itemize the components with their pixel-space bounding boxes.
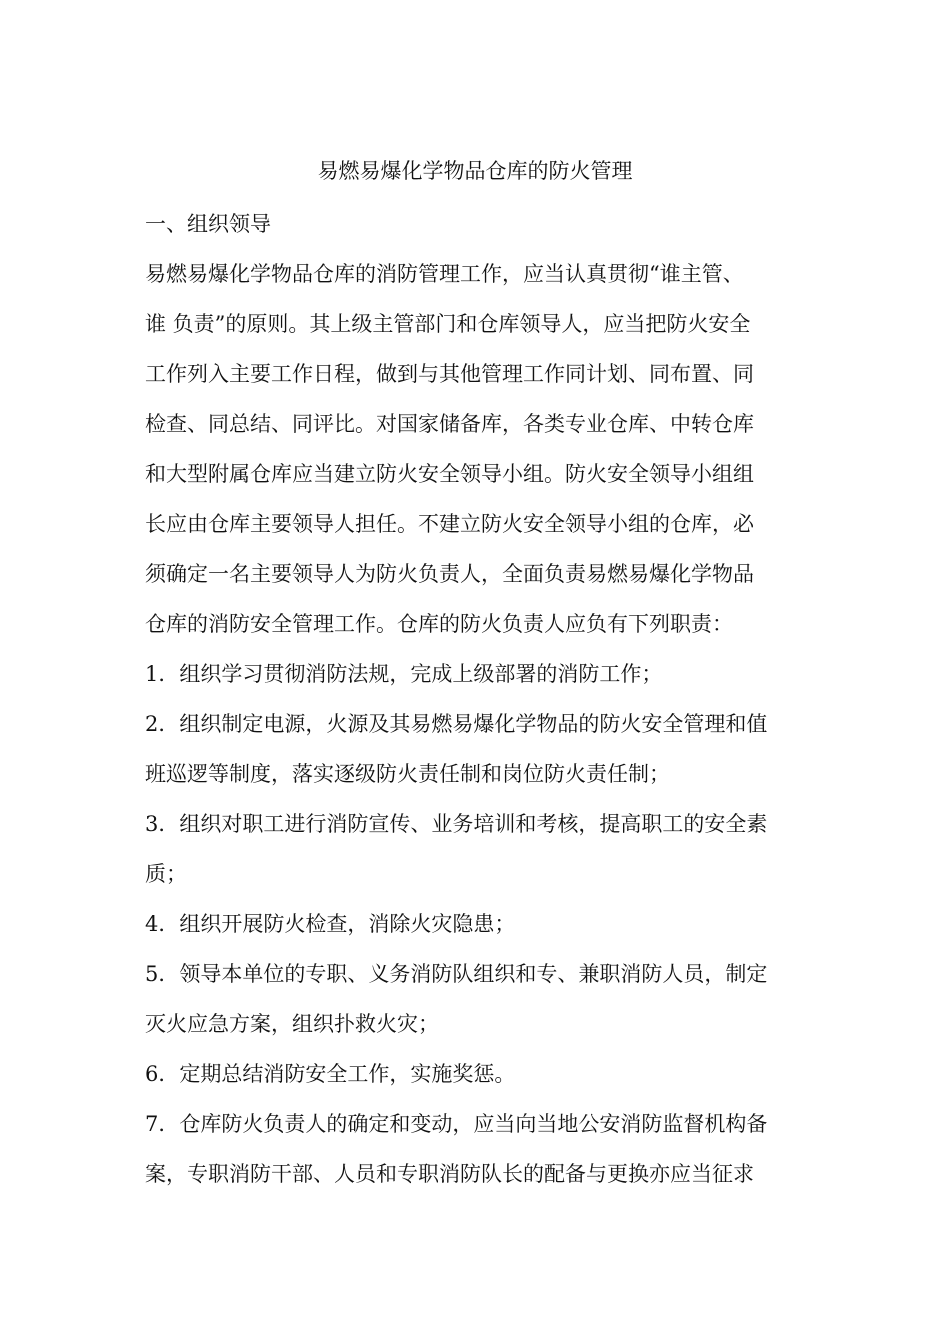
paragraph-line: 谁 负责”的原则。其上级主管部门和仓库领导人，应当把防火安全 [145,312,751,336]
list-item-line: 4．组织开展防火检查，消除火灾隐患； [145,912,516,936]
list-item-line: 5．领导本单位的专职、义务消防队组织和专、兼职消防人员，制定 [145,962,768,986]
list-item-line: 7．仓库防火负责人的确定和变动，应当向当地公安消防监督机构备 [145,1112,768,1136]
paragraph-line: 仓库的消防安全管理工作。仓库的防火负责人应负有下列职责： [145,612,733,636]
list-item-line: 质； [145,862,187,886]
list-item-line: 班巡逻等制度，落实逐级防火责任制和岗位防火责任制； [145,762,670,786]
list-item-line: 灭火应急方案，组织扑救火灾； [145,1012,439,1036]
document-body [145,206,810,1206]
paragraph-line: 长应由仓库主要领导人担任。不建立防火安全领导小组的仓库，必 [145,512,754,536]
section-heading: 一、组织领导 [145,212,271,236]
list-item-line: 1．组织学习贯彻消防法规，完成上级部署的消防工作； [145,662,663,686]
paragraph-line: 须确定一名主要领导人为防火负责人，全面负责易燃易爆化学物品 [145,562,754,586]
list-item-line: 6．定期总结消防安全工作，实施奖惩。 [145,1062,516,1086]
document-title: 易燃易爆化学物品仓库的防火管理 [317,159,633,183]
paragraph-line: 和大型附属仓库应当建立防火安全领导小组。防火安全领导小组组 [145,462,754,486]
paragraph-line: 检查、同总结、同评比。对国家储备库，各类专业仓库、中转仓库 [145,412,754,436]
paragraph-line: 工作列入主要工作日程，做到与其他管理工作同计划、同布置、同 [145,362,754,386]
list-item-line: 案，专职消防干部、人员和专职消防队长的配备与更换亦应当征求 [145,1162,754,1186]
list-item-line: 3．组织对职工进行消防宣传、业务培训和考核，提高职工的安全素 [145,812,768,836]
paragraph-line: 易燃易爆化学物品仓库的消防管理工作，应当认真贯彻“谁主管、 [145,262,744,286]
list-item-line: 2．组织制定电源，火源及其易燃易爆化学物品的防火安全管理和值 [145,712,768,736]
